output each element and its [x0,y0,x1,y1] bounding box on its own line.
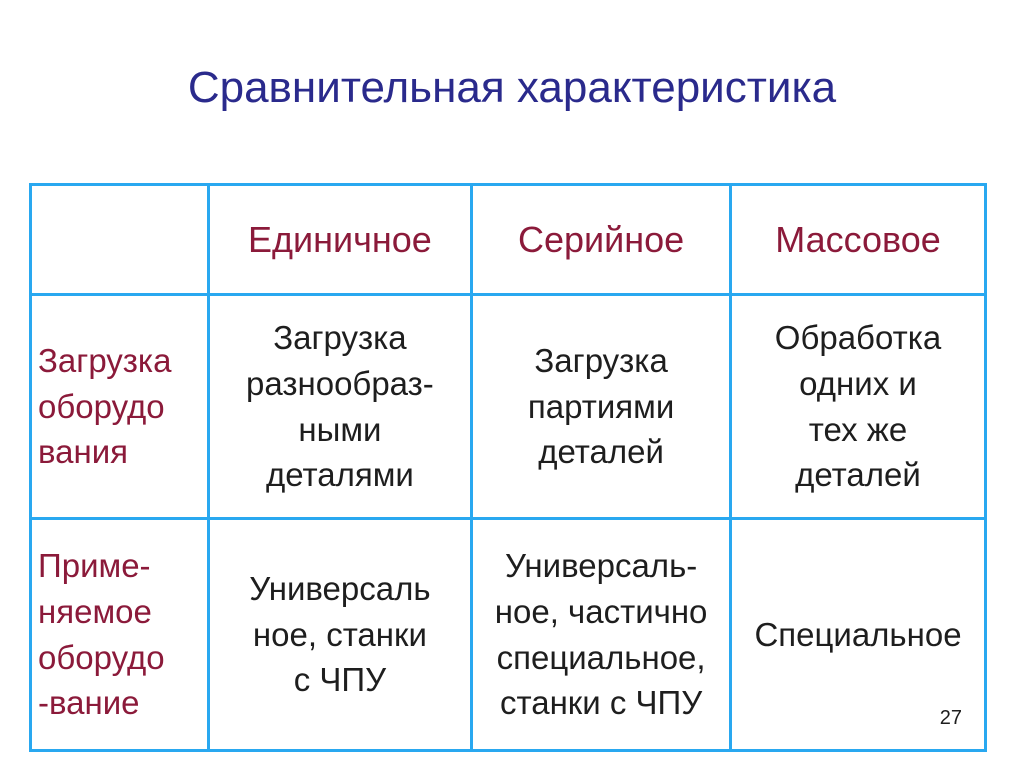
page-number: 27 [939,707,962,729]
table-cell: Универсаль- ное, частично специальное, станки с ЧПУ [472,519,731,751]
table-header-row [31,185,986,295]
comparison-table-container [29,183,987,749]
table-row [31,519,986,751]
table-cell: Обработка одних и тех же деталей [731,295,986,519]
slide-title: Сравнительная характеристика [187,63,837,112]
row-header-equipment-used: Приме- няемое оборудо -вание [31,519,209,751]
column-header-single: Единичное [208,185,472,295]
corner-cell [31,185,209,295]
table-cell: Загрузка разнообраз- ными деталями [208,295,472,519]
column-header-serial: Серийное [472,185,731,295]
table-cell: Универсаль ное, станки с ЧПУ [208,519,472,751]
row-header-equipment-load: Загрузка оборудо вания [31,295,209,519]
table-row [31,295,986,519]
table-cell: Загрузка партиями деталей [472,295,731,519]
column-header-mass: Массовое [731,185,986,295]
comparison-table [29,183,987,752]
table-cell: Специальное [731,519,986,751]
